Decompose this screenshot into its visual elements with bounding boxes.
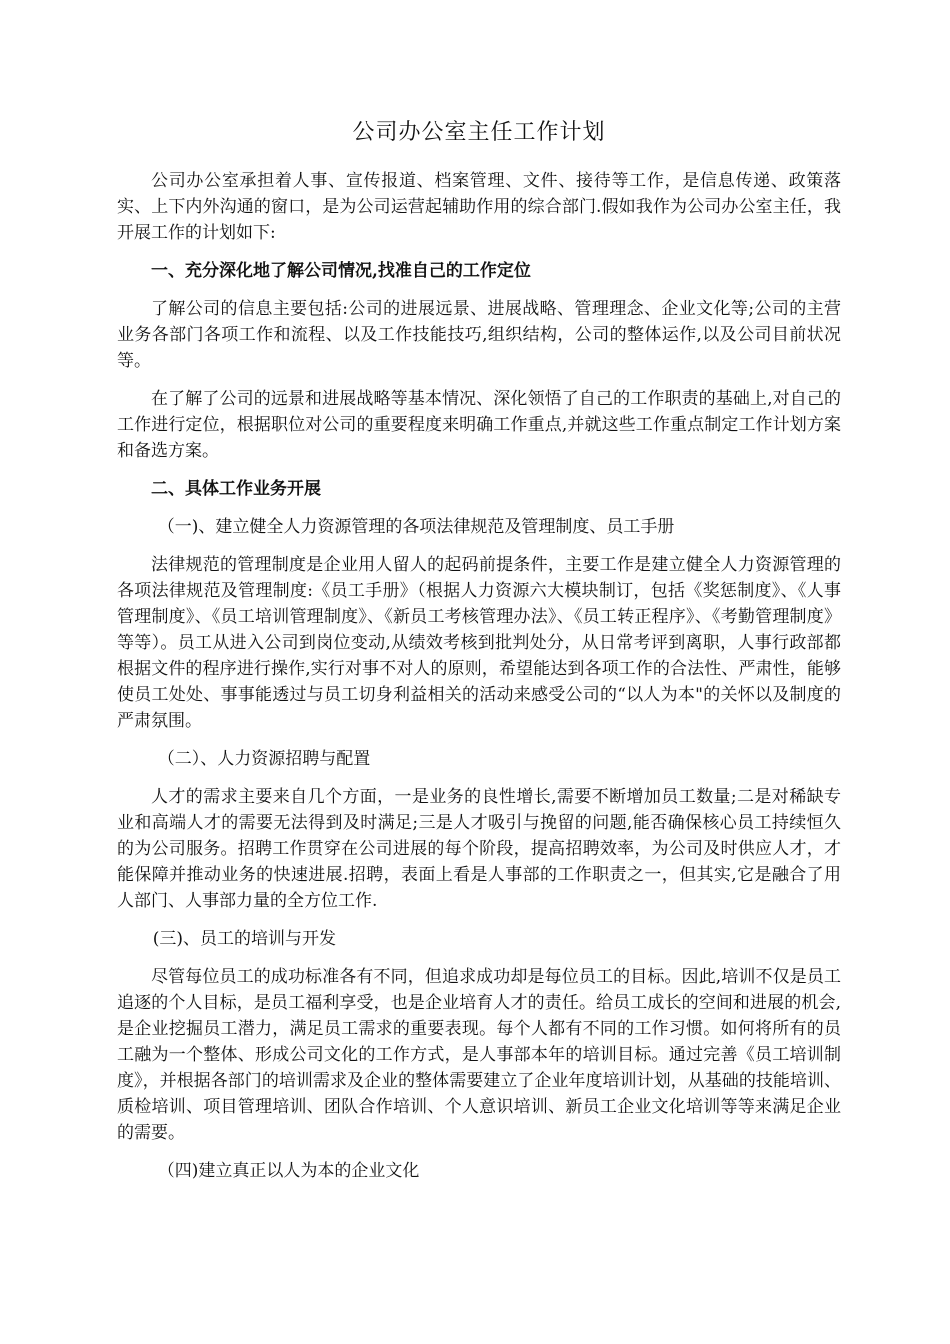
subsection-3-paragraph: 尽管每位员工的成功标准各有不同，但追求成功却是每位员工的目标。因此,培训不仅是员工追逐的个人目标，是员工福利享受，也是企业培育人才的责任。给员工成长的空间和进展的机会,是企业挖掘员工潜力，满足员工需求的重要表现。每个人都有不同的工作习惯。如何将所有的员工融为一个整体、形成公司文化的工作方式，是人事部本年的培训目标。通过完善《员工培训制度》，并根据各部门的培训需求及企业的整体需要建立了企业年度培训计划，从基础的技能培训、质检培训、项目管理培训、团队合作培训、个人意识培训、新员工企业文化培训等等来满足企业的需要。 bbox=[117, 967, 841, 1143]
section-1-paragraph-2: 在了解了公司的远景和进展战略等基本情况、深化领悟了自己的工作职责的基础上,对自己的工作进行定位，根据职位对公司的重要程度来明确工作重点,并就这些工作重点制定工作计划方案和备选方案。 bbox=[117, 389, 841, 461]
section-2-heading: 二、具体工作业务开展 bbox=[151, 479, 321, 499]
subsection-1-paragraph: 法律规范的管理制度是企业用人留人的起码前提条件，主要工作是建立健全人力资源管理的各项法律规范及管理制度:《员工手册》（根据人力资源六大模块制订，包括《奖惩制度》、《人事管理制度》、《员工培训管理制度》、《新员工考核管理办法》、《员工转正程序》、《考勤管理制度》等等）。员工从进入公司到岗位变动,从绩效考核到批判处分，从日常考评到离职，人事行政部都根据文件的程序进行操作,实行对事不对人的原则，希望能达到各项工作的合法性、严肃性，能够使员工处处、事事能透过与员工切身利益相关的活动来感受公司的“以人为本"的关怀以及制度的严肃氛围。 bbox=[117, 555, 841, 731]
document-page bbox=[117, 118, 841, 1196]
subsection-1-heading: （一)、建立健全人力资源管理的各项法律规范及管理制度、员工手册 bbox=[157, 517, 675, 537]
subsection-2-paragraph: 人才的需求主要来自几个方面，一是业务的良性增长,需要不断增加员工数量;二是对稀缺专业和高端人才的需要无法得到及时满足;三是人才吸引与挽留的问题,能否确保核心员工持续恒久的为公司服务。招聘工作贯穿在公司进展的每个阶段，提高招聘效率，为公司及时供应人才，才能保障并推动业务的快速进展.招聘，表面上看是人事部的工作职责之一，但其实,它是融合了用人部门、人事部力量的全方位工作. bbox=[117, 787, 841, 911]
subsection-2-heading: （二）、人力资源招聘与配置 bbox=[157, 749, 371, 769]
section-1-heading: 一、充分深化地了解公司情况,找准自己的工作定位 bbox=[151, 261, 531, 281]
subsection-4-heading: （四)建立真正以人为本的企业文化 bbox=[157, 1161, 420, 1181]
intro-paragraph: 公司办公室承担着人事、宣传报道、档案管理、文件、接待等工作，是信息传递、政策落实、上下内外沟通的窗口，是为公司运营起辅助作用的综合部门.假如我作为公司办公室主任，我开展工作的计划如下: bbox=[117, 171, 841, 243]
section-1-paragraph-1: 了解公司的信息主要包括:公司的进展远景、进展战略、管理理念、企业文化等;公司的主营业务各部门各项工作和流程、以及工作技能技巧,组织结构，公司的整体运作,以及公司目前状况等。 bbox=[117, 299, 841, 371]
page-title: 公司办公室主任工作计划 bbox=[352, 120, 606, 145]
subsection-3-heading: (三)、员工的培训与开发 bbox=[152, 929, 336, 949]
